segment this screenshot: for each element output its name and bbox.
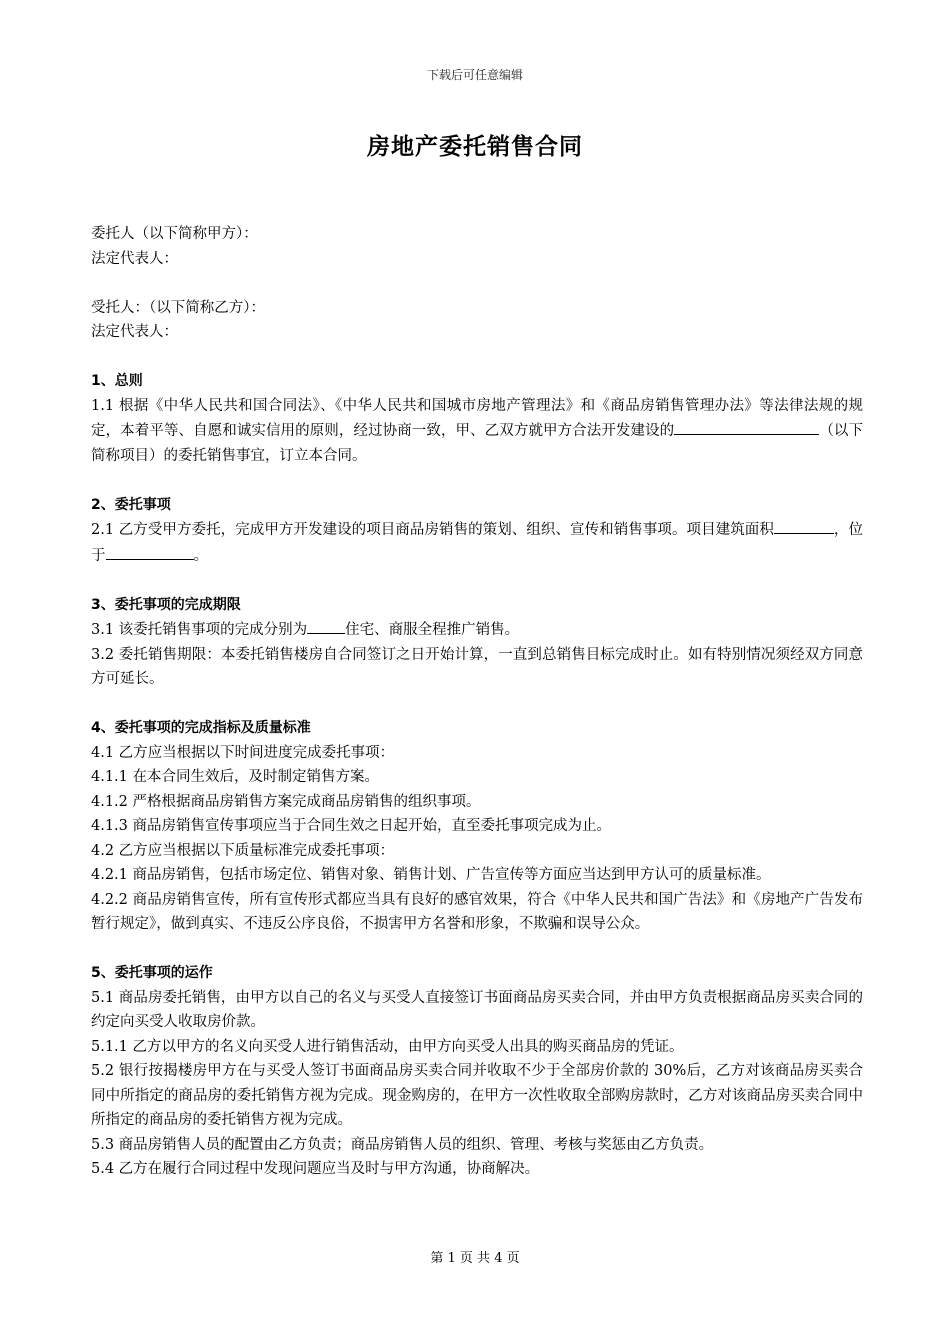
clause-4-2: 4.2 乙方应当根据以下质量标准完成委托事项： (91, 842, 395, 859)
header-note: 下载后可任意编辑 (426, 68, 523, 82)
project-name-blank[interactable] (674, 418, 819, 435)
section-heading-2: 2、委托事项 (91, 496, 171, 513)
area-blank[interactable] (774, 517, 834, 534)
clause-4-1-2: 4.1.2 严格根据商品房销售方案完成商品房销售的组织事项。 (91, 793, 481, 810)
agent-line: 受托人：（以下简称乙方）： (91, 299, 265, 316)
location-blank[interactable] (106, 543, 194, 560)
clause-3-1-text-b: 住宅、商服全程推广销售。 (345, 622, 520, 638)
clause-5-4: 5.4 乙方在履行合同过程中发现问题应当及时与甲方沟通，协商解决。 (91, 1161, 540, 1177)
clause-3-1-text-a: 3.1 该委托销售事项的完成分别为 (91, 622, 308, 638)
property-type-blank[interactable] (307, 617, 345, 634)
clause-1-1-text-b: （以下简称项目）的委托销售事宜，订立本合同。 (91, 423, 864, 464)
page-number-footer: 第 1 页 共 4 页 (430, 1251, 520, 1266)
clause-3-2: 3.2 委托销售期限：本委托销售楼房自合同签订之日开始计算，一直到总销售目标完成时止。如有特别情况须经双方同意方可延长。 (91, 646, 863, 687)
clause-5-2: 5.2 银行按揭楼房甲方在与买受人签订书面商品房买卖合同并收取不少于全部房价款的 30%后，乙方对该商品房买卖合同中所指定的商品房的委托销售方视为完成。现金购房的，在甲方一次性收取全部购房款时，乙方对该商品房买卖合同中所指定的商品房的委托销售方视为完成。 (91, 1063, 863, 1128)
section-heading-1: 1、总则 (91, 373, 143, 389)
document-body (91, 222, 863, 1182)
section-heading-5: 5、委托事项的运作 (91, 965, 213, 981)
clause-5-3: 5.3 商品房销售人员的配置由乙方负责；商品房销售人员的组织、管理、考核与奖惩由乙方负责。 (91, 1136, 714, 1153)
clause-2-1-text-b: ，位于 (91, 522, 863, 564)
agent-rep-line: 法定代表人： (91, 324, 178, 340)
clause-4-1-3: 4.1.3 商品房销售宣传事项应当于合同生效之日起开始，直至委托事项完成为止。 (91, 818, 612, 834)
clause-2-1 (91, 517, 863, 568)
clause-4-1-1: 4.1.1 在本合同生效后，及时制定销售方案。 (91, 769, 380, 785)
section-heading-4: 4、委托事项的完成指标及质量标准 (91, 720, 311, 736)
clause-5-1-1: 5.1.1 乙方以甲方的名义向买受人进行销售活动，由甲方向买受人出具的购买商品房的凭证。 (91, 1038, 684, 1055)
principal-line: 委托人（以下简称甲方）： (91, 226, 258, 242)
clause-3-1 (91, 617, 863, 643)
clause-1-1 (91, 394, 863, 469)
clause-2-1-text-c: 。 (193, 547, 208, 564)
clause-5-1: 5.1 商品房委托销售，由甲方以自己的名义与买受人直接签订书面商品房买卖合同，并由甲方负责根据商品房买卖合同的约定向买受人收取房价款。 (91, 989, 863, 1030)
clause-2-1-text-a: 2.1 乙方受甲方委托，完成甲方开发建设的项目商品房销售的策划、组织、宣传和销售事项。项目建筑面积 (91, 522, 774, 538)
document-title: 房地产委托销售合同 (367, 134, 583, 160)
clause-1-1-text-a: 1.1 根据《中华人民共和国合同法》、《中华人民共和国城市房地产管理法》和《商品房销售管理办法》等法律法规的规定，本着平等、自愿和诚实信用的原则，经过协商一致，甲、乙双方就甲方合法开发建设的 (91, 397, 863, 439)
clause-4-2-2: 4.2.2 商品房销售宣传，所有宣传形式都应当具有良好的感官效果，符合《中华人民共和国广告法》和《房地产广告发布暂行规定》，做到真实、不违反公序良俗，不损害甲方名誉和形象，不欺骗和误导公众。 (91, 891, 863, 932)
clause-4-1: 4.1 乙方应当根据以下时间进度完成委托事项： (91, 744, 395, 761)
principal-rep-line: 法定代表人： (91, 250, 178, 267)
section-heading-3: 3、委托事项的完成期限 (91, 596, 241, 613)
clause-4-2-1: 4.2.1 商品房销售，包括市场定位、销售对象、销售计划、广告宣传等方面应当达到甲方认可的质量标准。 (91, 867, 771, 883)
